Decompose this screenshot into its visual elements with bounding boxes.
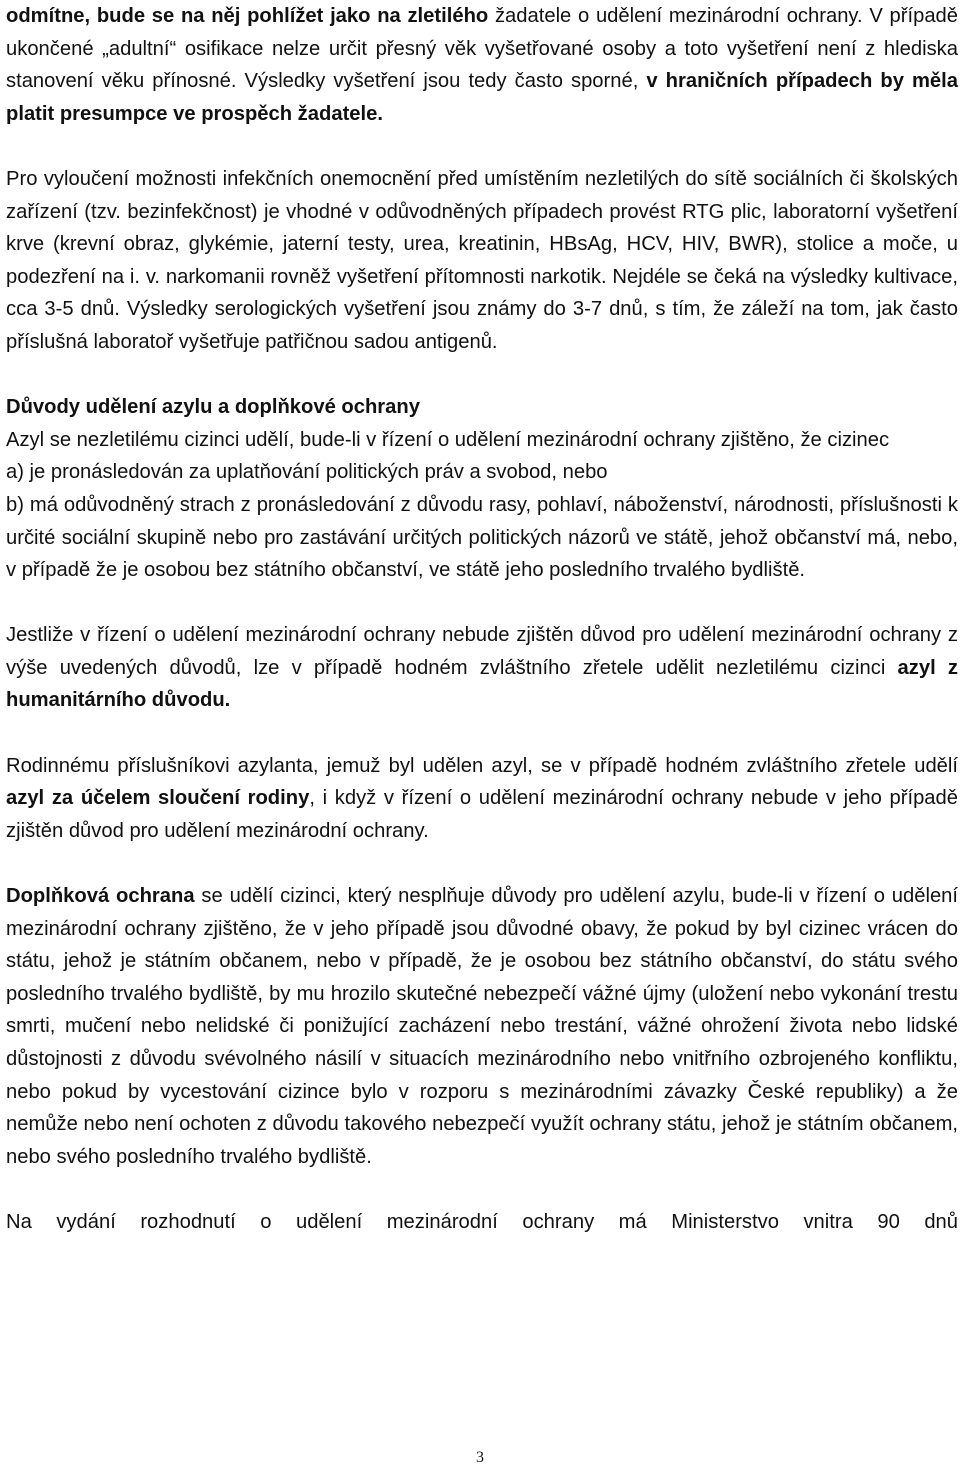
list-item-a: a) je pronásledován za uplatňování politických práv a svobod, nebo <box>6 461 608 484</box>
bold-text: azyl z humanitárního důvodu. <box>6 656 958 712</box>
paragraph-gap <box>6 130 958 163</box>
paragraph-text: , i když v řízení o udělení mezinárodní ochrany nebude v jeho případě zjištěn důvod pro udělení mezinárodní ochrany. <box>6 787 958 842</box>
section-heading-text: Důvody udělení azylu a doplňkové ochrany <box>6 396 420 419</box>
bold-text: v hraničních případech by měla platit presumpce ve prospěch žadatele. <box>6 70 958 125</box>
paragraph-gap <box>6 359 958 392</box>
paragraph-humanitarian-asylum <box>6 619 958 717</box>
paragraph-gap <box>6 587 958 620</box>
paragraph-decision-deadline: Na vydání rozhodnutí o udělení mezinárodní ochrany má Ministerstvo vnitra 90 dnů <box>6 1210 958 1233</box>
paragraph-family-reunification <box>6 750 958 848</box>
paragraph-age-assessment <box>6 0 958 130</box>
paragraph-gap <box>6 717 958 750</box>
paragraph-text: se udělí cizinci, který nesplňuje důvody pro udělení azylu, bude-li v řízení o udělení mezinárodní ochrany zjištěno, že v jeho případě jsou důvodné obavy, že pokud by byl cizinec vrácen do státu, jehož je státním občanem, nebo v případě, že je osobou bez státního občanství, do státu svého posledního trvalého bydliště, by mu hrozilo skutečné nebezpečí vážné újmy (uložení nebo vykonání trestu smrti, mučení nebo nelidské či ponižující zacházení nebo trestání, vážné ohrožení života nebo lidské důstojnosti z důvodu svévolného násilí v situacích mezinárodního nebo vnitřního ozbrojeného konfliktu, nebo pokud by vycestování cizince bylo v rozporu s mezinárodními závazky České republiky) a že nemůže nebo není ochoten z důvodu takového nebezpečí využít ochrany státu, jehož je státním občanem, nebo svého posledního trvalého bydliště. <box>6 885 959 1168</box>
list-item-b: b) má odůvodněný strach z pronásledování z důvodu rasy, pohlaví, náboženství, národnosti, příslušnosti k určité sociální skupině nebo pro zastávání určitých politických názorů ve státě, jehož občanství má, nebo, v případě že je osobou bez státního občanství, ve státě jeho posledního trvalého bydliště. <box>6 493 958 582</box>
paragraph-text: žadatele o udělení mezinárodní ochrany. V případě ukončené „adultní“ osifikace nelze určit přesný věk vyšetřované osoby a toto vyšetření není z hlediska stanovení věku přínosné. Výsledky vyšetření jsou tedy často sporné, <box>6 5 958 93</box>
paragraph-gap <box>6 847 958 880</box>
bold-text: odmítne, bude se na něj pohlížet jako na zletilého <box>6 5 489 27</box>
paragraph-infection-screening: Pro vyloučení možnosti infekčních onemocnění před umístěním nezletilých do sítě sociálních či školských zařízení (tzv. bezinfekčnost) je vhodné v odůvodněných případech provést RTG plic, laboratorní vyšetření krve (krevní obraz, glykémie, jaterní testy, urea, kreatinin, HBsAg, HCV, HIV, BWR), stolice a moče, u podezření na i. v. narkomanii rovněž vyšetření přítomnosti narkotik. Nejdéle se čeká na výsledky kultivace, cca 3-5 dnů. Výsledky serologických vyšetření jsou známy do 3-7 dnů, s tím, že záleží na tom, jak často příslušná laboratoř vyšetřuje patřičnou sadou antigenů. <box>6 167 958 353</box>
section-heading <box>6 391 958 424</box>
document-page <box>6 0 958 1239</box>
paragraph-text: Jestliže v řízení o udělení mezinárodní ochrany nebude zjištěn důvod pro udělení mezinárodní ochrany z výše uvedených důvodů, lze v případě hodném zvláštního zřetele udělit nezletilému cizinci <box>6 624 958 679</box>
paragraph-text: Rodinnému příslušníkovi azylanta, jemuž byl udělen azyl, se v případě hodném zvláštního zřetele udělí <box>6 754 958 777</box>
paragraph-gap <box>6 1173 958 1206</box>
page-number: 3 <box>476 1449 484 1466</box>
paragraph-subsidiary-protection <box>6 880 958 1173</box>
paragraph-asylum-intro: Azyl se nezletilému cizinci udělí, bude-li v řízení o udělení mezinárodní ochrany zjištěno, že cizinec <box>6 428 890 451</box>
bold-text: azyl za účelem sloučení rodiny <box>6 787 310 810</box>
bold-text: Doplňková ochrana <box>6 885 195 908</box>
